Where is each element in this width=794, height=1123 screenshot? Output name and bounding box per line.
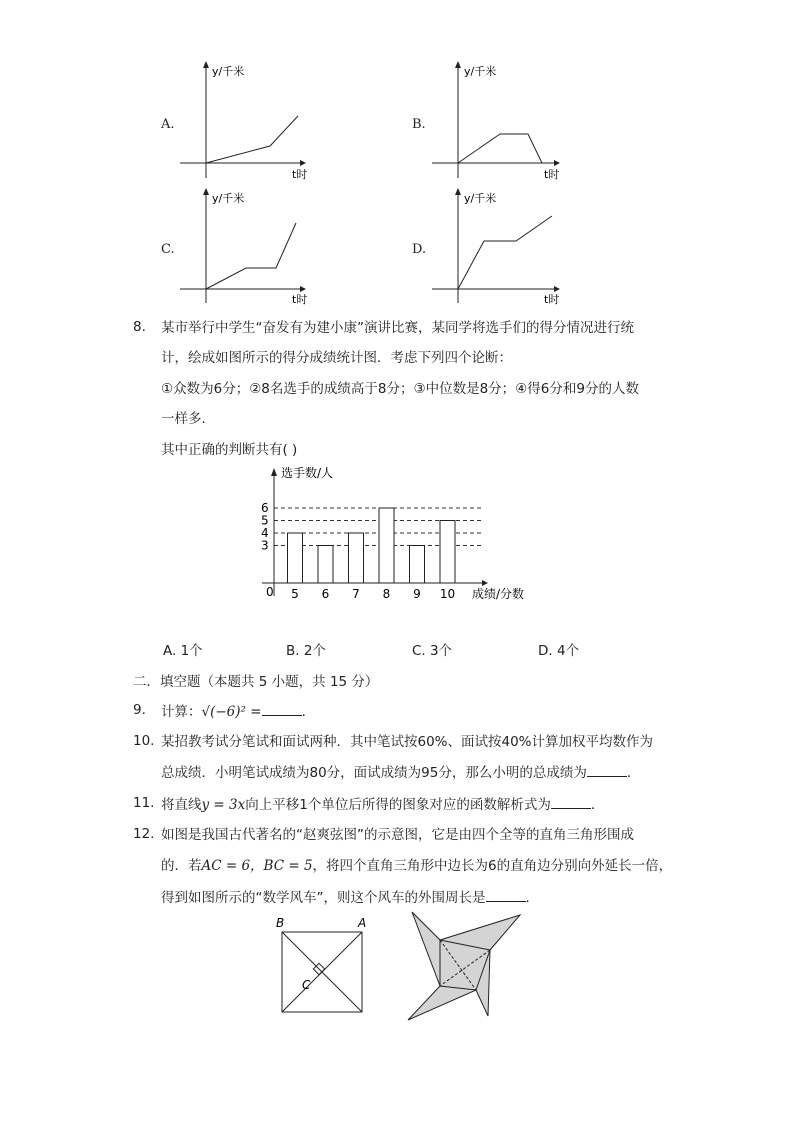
q8-number: 8. <box>133 319 146 335</box>
q12-line-3-text: 得到如图所示的“数学风车”，则这个风车的外围周长是 <box>161 890 486 906</box>
x-axis-arrow <box>554 160 560 166</box>
q10-number: 10. <box>133 733 155 749</box>
q12-number: 12. <box>133 826 155 842</box>
option-d-label: D. <box>412 242 427 257</box>
q11-suffix: ． <box>590 797 605 813</box>
y-axis-arrow <box>203 188 209 195</box>
q12-answer-blank[interactable] <box>486 888 526 902</box>
option-b-graph <box>432 58 582 183</box>
graph-line <box>458 134 542 163</box>
q9-suffix: ． <box>301 704 316 720</box>
chart-x-tick-labels <box>291 587 455 601</box>
x-axis-arrow <box>300 160 306 166</box>
label-c: C <box>302 978 311 992</box>
q12-suffix: ． <box>525 890 539 906</box>
q9-prefix: 计算： <box>161 704 202 720</box>
q9-expression: √(−6)² = <box>201 704 262 720</box>
q9-text <box>161 702 315 721</box>
q11-prefix: 将直线 <box>161 797 202 813</box>
x-label: t时 <box>292 168 308 181</box>
q8-text-line: 计，绘成如图所示的得分成绩统计图．考虑下列四个论断： <box>161 350 512 366</box>
chart-bar <box>410 546 425 584</box>
chart-bar <box>440 521 455 584</box>
y-label: y/千米 <box>464 65 497 78</box>
chart-y-axis-arrow <box>271 468 277 476</box>
x-label: t时 <box>544 168 560 181</box>
chart-y-tick-label: 6 <box>261 501 269 515</box>
y-label: y/千米 <box>212 192 245 205</box>
chart-bar <box>288 533 303 583</box>
q8-text-line: 某市举行中学生“奋发有为建小康”演讲比赛，某同学将选手们的得分情况进行统 <box>161 320 634 336</box>
option-a-label: A. <box>161 117 175 132</box>
q9-answer-blank[interactable] <box>262 702 302 716</box>
chart-bar <box>318 546 333 584</box>
chart-y-tick-label: 3 <box>261 538 269 553</box>
graph-line <box>206 223 296 289</box>
x-label: t时 <box>544 293 560 306</box>
q10-answer-blank[interactable] <box>587 763 627 777</box>
chart-origin-label: 0 <box>266 585 274 599</box>
graph-line <box>458 216 552 289</box>
q12-line-3 <box>161 888 539 907</box>
label-a: A <box>358 916 367 930</box>
q12-line-2-suffix: ，将四个直角三角形中边长为6的直角边分别向外延长一倍， <box>312 858 673 874</box>
section-2-title: 二．填空题（本题共 5 小题，共 15 分） <box>133 674 379 690</box>
label-b: B <box>276 916 285 930</box>
q11-middle: 向上平移1个单位后所得的图象对应的函数解析式为 <box>245 797 551 813</box>
q9-number: 9. <box>133 702 146 718</box>
chart-x-tick-label: 10 <box>439 587 456 601</box>
graph-line <box>206 116 298 163</box>
chart-y-tick-label: 4 <box>261 526 269 540</box>
chart-bar <box>379 508 394 583</box>
q11-number: 11. <box>133 795 155 811</box>
chart-x-tick-label: 7 <box>352 587 360 601</box>
x-label: t时 <box>292 293 308 306</box>
chart-y-tick-labels <box>261 501 269 553</box>
x-axis-arrow <box>300 286 306 292</box>
y-label: y/千米 <box>464 192 497 205</box>
chart-x-axis-arrow <box>482 580 488 586</box>
q11-answer-blank[interactable] <box>551 795 591 809</box>
x-axis-arrow <box>554 286 560 292</box>
q10-suffix: ． <box>626 765 641 781</box>
q12-line-2-prefix: 的．若 <box>161 858 202 874</box>
y-label: y/千米 <box>212 65 245 78</box>
option-c-graph <box>180 185 330 310</box>
q10-line-1: 某招教考试分笔试和面试两种．其中笔试按60%、面试按40%计算加权平均数作为 <box>161 734 654 750</box>
option-d-graph <box>432 185 582 310</box>
option-b-label: B. <box>412 117 426 132</box>
q10-line-2 <box>161 763 640 782</box>
q8-choice-a[interactable]: A. 1个 <box>163 643 203 659</box>
chart-x-label: 成绩/分数 <box>472 587 525 601</box>
q12-line-2 <box>161 857 672 875</box>
chart-x-tick-label: 8 <box>382 587 391 601</box>
y-axis-arrow <box>455 188 461 195</box>
q8-text-line: 其中正确的判断共有( ) <box>161 442 298 458</box>
chart-x-tick-label: 5 <box>291 587 299 601</box>
q12-line-1: 如图是我国古代著名的“赵爽弦图”的示意图，它是由四个全等的直角三角形围成 <box>161 827 634 843</box>
q8-choice-b[interactable]: B. 2个 <box>286 643 326 659</box>
q8-choice-c[interactable]: C. 3个 <box>412 643 453 659</box>
option-a-graph <box>180 58 330 183</box>
chart-y-tick-label: 5 <box>261 513 269 528</box>
zhao-shuang-figure <box>272 912 372 1024</box>
q12-line-2-expression: AC = 6，BC = 5 <box>201 858 313 874</box>
chart-bar <box>349 533 364 583</box>
option-c-label: C. <box>161 242 175 257</box>
y-axis-arrow <box>455 61 461 68</box>
q8-text-line: 一样多． <box>161 411 215 427</box>
q11-text <box>161 795 604 814</box>
chart-x-tick-label: 9 <box>413 587 421 601</box>
q8-choice-d[interactable]: D. 4个 <box>538 643 580 659</box>
math-windmill-figure <box>402 910 528 1025</box>
y-axis-arrow <box>203 61 209 68</box>
chart-y-label: 选手数/人 <box>281 466 334 480</box>
q11-expression: y = 3x <box>201 797 246 813</box>
chart-x-tick-label: 6 <box>321 587 330 601</box>
score-bar-chart <box>252 460 552 610</box>
q8-text-line: ①众数为6分；②8名选手的成绩高于8分；③中位数是8分；④得6分和9分的人数 <box>161 381 639 397</box>
q10-line-2-text: 总成绩．小明笔试成绩为80分，面试成绩为95分，那么小明的总成绩为 <box>161 765 587 781</box>
